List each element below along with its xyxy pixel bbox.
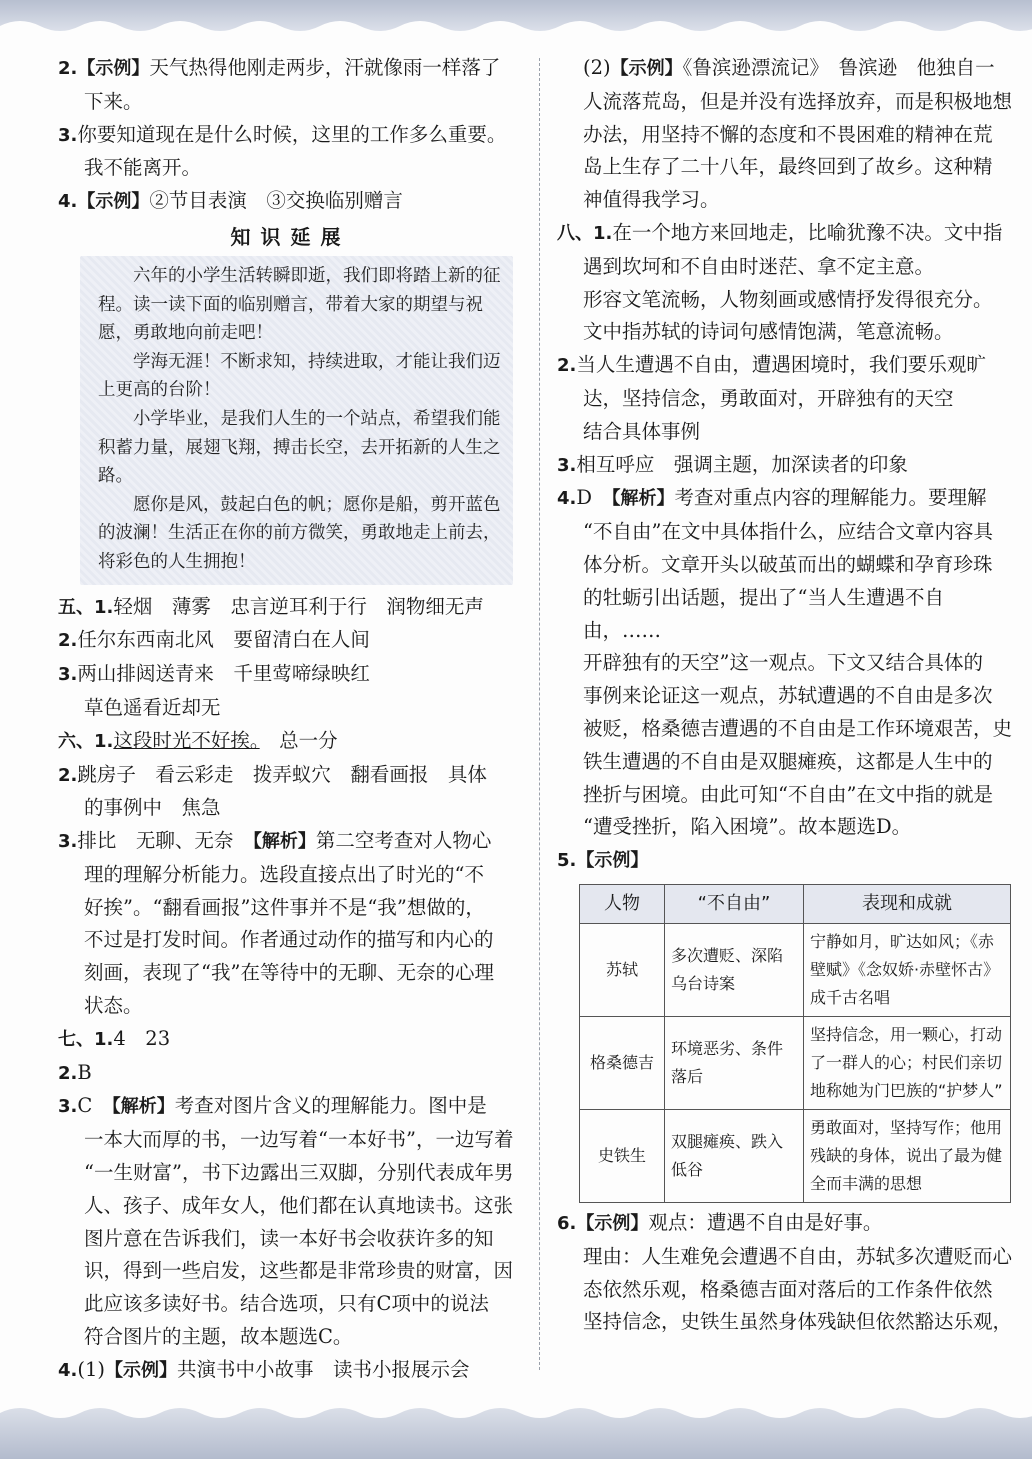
section-8-q4-line: 挫折与困境。由此可知“不自由”在文中指的就是 <box>583 782 993 806</box>
section-7-q4: 4.(1)【示例】共演书中小故事 读书小报展示会 <box>58 1357 470 1381</box>
kz-paragraph: 小学毕业，是我们人生的一个站点，希望我们能积蓄力量，展翅飞翔，搏击长空，去开拓新的人生之路。 <box>98 408 501 487</box>
answer-3: 3.你要知道现在是什么时候，这里的工作多么重要。 <box>58 122 507 146</box>
section-6-q3-line: 好挨”。“翻看画报”这件事并不是“我”想做的， <box>84 895 485 919</box>
section-5-q2: 2.任尔东西南北风 要留清白在人间 <box>58 628 370 652</box>
table-cell: 坚持信念，用一颗心，打动了一群人的心；村民们亲切地称她为门巴族的“护梦人” <box>804 1016 1011 1109</box>
table-cell: 多次遭贬、深陷乌台诗案 <box>665 923 804 1016</box>
section-5-q1: 五、1.轻烟 薄雾 忠言逆耳利于行 润物细无声 <box>58 594 484 618</box>
section-8-q4-line: 事例来论证这一观点，苏轼遭遇的不自由是多次 <box>583 684 993 708</box>
section-8-q1-line: 形容文笔流畅，人物刻画或感情抒发得很充分。 <box>583 287 993 311</box>
section-8-q6-line: 坚持信念，史铁生虽然身体残缺但依然豁达乐观， <box>583 1310 1013 1334</box>
bottom-wave-pattern <box>0 1401 1032 1459</box>
section-7-q4-part2: (2)【示例】《鲁滨逊漂流记》 鲁滨逊 他独自一 <box>583 56 995 79</box>
answer-3-cont: 我不能离开。 <box>84 156 202 180</box>
top-wave-pattern <box>0 0 1032 34</box>
comparison-table <box>579 884 1011 1203</box>
section-8-q5: 5.【示例】 <box>557 850 649 872</box>
table-cell: 环境恶劣、条件落后 <box>665 1016 804 1109</box>
section-8-q1-line: 文中指苏轼的诗词句感情饱满，笔意流畅。 <box>583 320 954 344</box>
table-row <box>580 1109 1011 1202</box>
part2-line: 人流落荒岛，但是并没有选择放弃，而是积极地想 <box>583 89 1013 113</box>
table-cell: 勇敢面对，坚持写作；他用残缺的身体，说出了最为健全而丰满的思想 <box>804 1109 1011 1202</box>
kz-paragraph: 六年的小学生活转瞬即逝，我们即将踏上新的征程。读一读下面的临别赠言，带着大家的期望与祝愿，勇敢地向前走吧！ <box>98 265 501 344</box>
section-8-q4: 4.D 【解析】考查对重点内容的理解能力。要理解 <box>557 486 987 510</box>
left-column <box>58 52 523 1388</box>
section-5-q3: 3.两山排闼送青来 千里莺啼绿映红 <box>58 662 370 686</box>
section-6-q1: 六、1.这段时光不好挨。 总一分 <box>58 728 338 752</box>
section-7-q3-line: 人、孩子、成年女人，他们都在认真地读书。这张 <box>84 1193 514 1217</box>
section-6-q2: 2.跳房子 看云彩走 拨弄蚁穴 翻看画报 具体 <box>58 762 487 786</box>
section-7-q3-line: 识，得到一些启发，这些都是非常珍贵的财富，因 <box>84 1259 514 1283</box>
table-header-cell: “不自由” <box>665 884 804 923</box>
section-8-q4-line: 铁生遭遇的不自由是双腿瘫痪，这都是人生中的 <box>583 749 993 773</box>
section-7-q1: 七、1.4 23 <box>58 1026 171 1050</box>
section-7-q3-line: 图片意在告诉我们，读一本好书会收获许多的知 <box>84 1226 494 1250</box>
section-8-q2: 2.当人生遭遇不自由，遭遇困境时，我们要乐观旷 <box>557 353 986 377</box>
part2-line: 岛上生存了二十八年，最终回到了故乡。这种精 <box>583 155 993 179</box>
table-cell: 宁静如月，旷达如风；《赤壁赋》《念奴娇·赤壁怀古》成千古名唱 <box>804 923 1011 1016</box>
section-7-q3-line: 此应该多读好书。结合选项，只有C项中的说法 <box>84 1292 489 1316</box>
section-6-q3-line: 状态。 <box>84 994 143 1018</box>
kz-paragraph: 愿你是风，鼓起白色的帆；愿你是船，剪开蓝色的波澜！生活正在你的前方微笑，勇敢地走上前去，将彩色的人生拥抱！ <box>98 494 501 572</box>
section-8-q6-line: 态依然乐观，格桑德吉面对落后的工作条件依然 <box>583 1277 993 1301</box>
answer-4: 4.【示例】②节目表演 ③交换临别赠言 <box>58 189 403 213</box>
section-7-q3-line: 符合图片的主题，故本题选C。 <box>84 1325 353 1349</box>
table-row <box>580 923 1011 1016</box>
part2-line: 办法，用坚持不懈的态度和不畏困难的精神在荒 <box>583 122 993 146</box>
table-header-row <box>580 884 1011 923</box>
answer-2: 2.【示例】天气热得他刚走两步，汗就像雨一样落了 <box>58 56 501 79</box>
section-6-q2-cont: 的事例中 焦急 <box>84 796 221 820</box>
section-8-q2-line: 达，坚持信念，勇敢面对，开辟独有的天空 <box>583 386 954 410</box>
knowledge-extension-title: 知识延展 <box>230 224 351 249</box>
table-row <box>580 1016 1011 1109</box>
table-cell: 格桑德吉 <box>580 1016 665 1109</box>
section-8-q4-line: 体分析。文章开头以破茧而出的蝴蝶和孕育珍珠 <box>583 552 993 576</box>
section-7-q2: 2.B <box>58 1060 92 1084</box>
section-7-q3-line: “一生财富”，书下边露出三双脚，分别代表成年男 <box>84 1161 514 1185</box>
section-8-q1: 八、1.在一个地方来回地走，比喻犹豫不决。文中指 <box>557 220 1003 244</box>
right-column <box>557 52 1019 1339</box>
section-8-q6-line: 理由：人生难免会遭遇不自由，苏轼多次遭贬而心 <box>583 1244 1013 1268</box>
section-6-q3: 3.排比 无聊、无奈 【解析】第二空考查对人物心 <box>58 829 492 853</box>
section-8-q4-line: “不自由”在文中具体指什么，应结合文章内容具 <box>583 520 993 544</box>
section-7-q3: 3.C 【解析】考查对图片含义的理解能力。图中是 <box>58 1094 487 1118</box>
kz-paragraph: 学海无涯！不断求知，持续进取，才能让我们迈上更高的台阶！ <box>98 351 501 401</box>
section-8-q2-line: 结合具体事例 <box>583 419 701 443</box>
table-header-cell: 表现和成就 <box>804 884 1011 923</box>
table-cell: 双腿瘫痪、跌入低谷 <box>665 1109 804 1202</box>
section-7-q3-line: 一本大而厚的书，一边写着“一本好书”，一边写着 <box>84 1128 514 1152</box>
answer-2-cont: 下来。 <box>84 89 143 113</box>
table-header-cell: 人物 <box>580 884 665 923</box>
section-8-q4-line: 的牡蛎引出话题，提出了“当人生遭遇不自由，…… <box>583 585 944 642</box>
section-8-q1-line: 遇到坎坷和不自由时迷茫、拿不定主意。 <box>583 254 935 278</box>
bottom-decorative-band <box>0 1401 1032 1459</box>
section-8-q3: 3.相互呼应 强调主题，加深读者的印象 <box>557 452 908 476</box>
section-8-q4-line: 开辟独有的天空”这一观点。下文又结合具体的 <box>583 651 983 675</box>
section-8-q4-line: 被贬，格桑德吉遭遇的不自由是工作环境艰苦，史 <box>583 716 1013 740</box>
top-decorative-band <box>0 0 1032 34</box>
column-divider <box>539 58 540 1370</box>
section-8-q4-line: “遭受挫折，陷入困境”。故本题选D。 <box>583 815 912 839</box>
table-cell: 史铁生 <box>580 1109 665 1202</box>
section-6-q3-line: 刻画，表现了“我”在等待中的无聊、无奈的心理 <box>84 961 494 985</box>
section-8-q6: 6.【示例】观点：遭遇不自由是好事。 <box>557 1210 883 1234</box>
section-6-q3-line: 理的理解分析能力。选段直接点出了时光的“不 <box>84 862 484 886</box>
table-cell: 苏轼 <box>580 923 665 1016</box>
knowledge-extension-box <box>80 256 513 585</box>
section-5-q3-cont: 草色遥看近却无 <box>84 695 221 719</box>
section-6-q3-line: 不过是打发时间。作者通过动作的描写和内心的 <box>84 928 494 952</box>
part2-line: 神值得我学习。 <box>583 188 720 212</box>
